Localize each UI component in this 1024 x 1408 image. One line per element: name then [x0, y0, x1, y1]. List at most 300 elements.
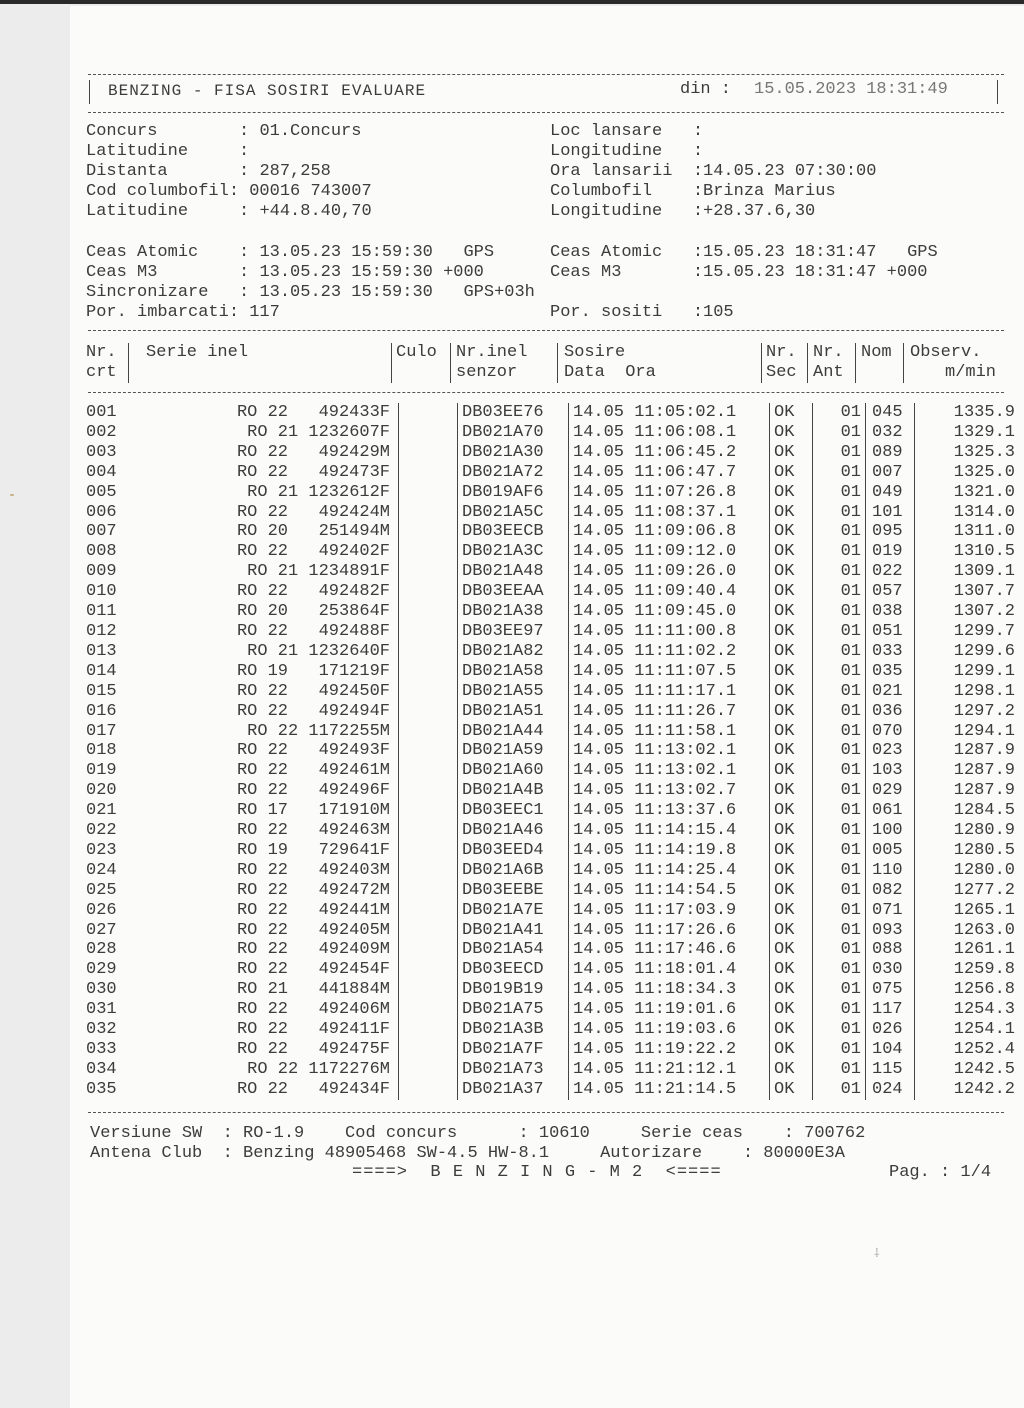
race-info-label: Concurs [86, 122, 240, 141]
antenna-number-cell: 01 [813, 841, 866, 861]
sensor-ring-cell: DB019AF6 [458, 483, 569, 503]
ring-series-cell: RO 22 492494F [134, 702, 399, 722]
table-row [86, 682, 1015, 702]
col-ant-header-1: Nr. [813, 343, 844, 362]
row-number-cell: 004 [86, 462, 117, 482]
footer-line-1: Versiune SW : RO-1.9 Cod concurs : 10610 Serie ceas : 700762 [90, 1124, 866, 1143]
sec-status-cell: OK [770, 921, 813, 941]
ring-color-cell [399, 821, 458, 841]
race-info-line [550, 162, 876, 182]
sensor-ring-cell: DB021A30 [458, 443, 569, 463]
sensor-ring-cell: DB021A55 [458, 682, 569, 702]
arrival-time-cell: 14.05 11:18:34.3 [569, 980, 770, 1000]
header-top-rule [88, 74, 1004, 75]
nom-number-cell: 110 [866, 861, 915, 881]
sensor-ring-cell: DB021A73 [458, 1060, 569, 1080]
table-row [86, 1020, 1015, 1040]
col-culo-header: Culo [396, 343, 437, 362]
antenna-number-cell: 01 [813, 801, 866, 821]
sec-status-cell: OK [770, 1080, 813, 1100]
race-info-separator: : [692, 202, 704, 221]
table-row [86, 801, 1015, 821]
race-info-separator: : [239, 142, 260, 161]
nom-number-cell: 117 [866, 1000, 915, 1020]
row-number-cell: 033 [86, 1040, 117, 1059]
antenna-number-cell: 01 [813, 761, 866, 781]
header-left-bar [89, 80, 90, 104]
clock-info-label: Sincronizare [86, 283, 240, 302]
ring-series-cell: RO 17 171910M [134, 801, 399, 821]
race-info-line [550, 122, 703, 142]
ring-color-cell [399, 642, 458, 662]
velocity-cell: 1242.2 [953, 1079, 1015, 1099]
velocity-cell: 1280.9 [953, 821, 1015, 841]
ring-color-cell [399, 1080, 458, 1100]
ring-series-cell: RO 22 492429M [134, 443, 399, 463]
race-info-separator: : [239, 162, 260, 181]
sensor-ring-cell: DB021A51 [458, 702, 569, 722]
clock-info-value: 15.05.23 18:31:47 GPS [703, 243, 938, 262]
race-info-label: Distanta [86, 162, 240, 181]
columns-bottom-rule [88, 392, 1004, 393]
arrival-time-cell: 14.05 11:21:14.5 [569, 1080, 770, 1100]
velocity-cell: 1287.9 [953, 761, 1015, 781]
nom-number-cell: 103 [866, 761, 915, 781]
arrival-time-cell: 14.05 11:13:02.7 [569, 781, 770, 801]
ring-color-cell [399, 861, 458, 881]
table-row [86, 781, 1015, 801]
row-number-cell: 025 [86, 880, 117, 900]
antenna-number-cell: 01 [813, 682, 866, 702]
race-info-line [550, 202, 815, 222]
race-info-separator: : [692, 162, 704, 181]
race-info-line [550, 142, 703, 162]
velocity-cell: 1254.3 [953, 1000, 1015, 1020]
table-row [86, 503, 1015, 523]
arrival-time-cell: 14.05 11:06:47.7 [569, 463, 770, 483]
antenna-number-cell: 01 [813, 940, 866, 960]
ring-color-cell [399, 841, 458, 861]
race-info-separator: : [692, 122, 704, 141]
nom-number-cell: 024 [866, 1080, 915, 1100]
nom-number-cell: 045 [866, 403, 915, 423]
ring-series-cell: RO 21 1234891F [134, 562, 399, 582]
antenna-number-cell: 01 [813, 483, 866, 503]
sensor-ring-cell: DB021A82 [458, 642, 569, 662]
arrival-time-cell: 14.05 11:09:26.0 [569, 562, 770, 582]
sec-status-cell: OK [770, 582, 813, 602]
row-number-cell: 024 [86, 860, 117, 880]
ring-series-cell: RO 22 492424M [134, 503, 399, 523]
col-sec-header-1: Nr. [766, 343, 797, 362]
nom-number-cell: 029 [866, 781, 915, 801]
ring-color-cell [399, 562, 458, 582]
sec-status-cell: OK [770, 1020, 813, 1040]
row-number-cell: 021 [86, 801, 117, 821]
clock-info-value: 105 [703, 303, 734, 322]
arrival-time-cell: 14.05 11:17:26.6 [569, 921, 770, 941]
nom-number-cell: 093 [866, 921, 915, 941]
sensor-ring-cell: DB03EECB [458, 522, 569, 542]
ring-color-cell [399, 940, 458, 960]
sec-status-cell: OK [770, 781, 813, 801]
sensor-ring-cell: DB021A38 [458, 602, 569, 622]
sec-status-cell: OK [770, 702, 813, 722]
col-serie-header: Serie inel [146, 343, 249, 362]
ring-color-cell [399, 761, 458, 781]
nom-number-cell: 049 [866, 483, 915, 503]
sec-status-cell: OK [770, 940, 813, 960]
ring-series-cell: RO 22 492488F [134, 622, 399, 642]
velocity-cell: 1287.9 [953, 781, 1015, 801]
clock-info-line [86, 303, 280, 323]
clock-info-value: 117 [249, 303, 280, 322]
sensor-ring-cell: DB03EED4 [458, 841, 569, 861]
sensor-ring-cell: DB021A41 [458, 921, 569, 941]
row-number-cell: 002 [86, 422, 117, 442]
ring-color-cell [399, 522, 458, 542]
ring-color-cell [399, 960, 458, 980]
clock-info-label: Por. imbarcati [86, 303, 229, 322]
arrival-time-cell: 14.05 11:05:02.1 [569, 403, 770, 423]
velocity-cell: 1297.2 [953, 701, 1015, 721]
ring-color-cell [399, 702, 458, 722]
nom-number-cell: 075 [866, 980, 915, 1000]
sensor-ring-cell: DB021A58 [458, 662, 569, 682]
header-right-bar [997, 80, 998, 104]
ring-color-cell [399, 881, 458, 901]
race-info-value: 14.05.23 07:30:00 [703, 162, 877, 181]
velocity-cell: 1314.0 [953, 502, 1015, 522]
antenna-number-cell: 01 [813, 642, 866, 662]
velocity-cell: 1299.1 [953, 661, 1015, 681]
nom-number-cell: 023 [866, 741, 915, 761]
velocity-cell: 1310.5 [953, 542, 1015, 562]
scan-top-edge [0, 0, 1024, 4]
nom-number-cell: 019 [866, 542, 915, 562]
race-info-value: 00016 743007 [249, 182, 372, 201]
ring-series-cell: RO 22 492461M [134, 761, 399, 781]
row-number-cell: 019 [86, 761, 117, 781]
columns-top-rule [88, 330, 1004, 331]
table-row [86, 741, 1015, 761]
ring-series-cell: RO 22 492454F [134, 960, 399, 980]
velocity-cell: 1259.8 [953, 960, 1015, 980]
row-number-cell: 031 [86, 1000, 117, 1020]
arrival-time-cell: 14.05 11:06:45.2 [569, 443, 770, 463]
race-info-separator: : [239, 122, 260, 141]
sensor-ring-cell: DB021A4B [458, 781, 569, 801]
sensor-ring-cell: DB021A70 [458, 423, 569, 443]
antenna-number-cell: 01 [813, 542, 866, 562]
col-divider [557, 343, 558, 383]
velocity-cell: 1287.9 [953, 741, 1015, 761]
ring-series-cell: RO 22 492409M [134, 940, 399, 960]
ring-series-cell: RO 22 492493F [134, 741, 399, 761]
row-number-cell: 012 [86, 621, 117, 641]
col-senzor-header-1: Nr.inel [456, 343, 528, 362]
table-row [86, 940, 1015, 960]
ring-color-cell [399, 443, 458, 463]
ring-color-cell [399, 921, 458, 941]
sec-status-cell: OK [770, 881, 813, 901]
row-number-cell: 023 [86, 840, 117, 860]
ring-series-cell: RO 22 492405M [134, 921, 399, 941]
table-row [86, 702, 1015, 722]
ring-series-cell: RO 22 492463M [134, 821, 399, 841]
table-row [86, 722, 1015, 742]
ring-color-cell [399, 801, 458, 821]
col-sec-header-2: Sec [766, 363, 797, 382]
ring-series-cell: RO 22 1172276M [134, 1060, 399, 1080]
arrival-time-cell: 14.05 11:19:03.6 [569, 1020, 770, 1040]
antenna-number-cell: 01 [813, 921, 866, 941]
col-divider [450, 343, 451, 383]
clock-info-value: 13.05.23 15:59:30 +000 [259, 263, 484, 282]
arrival-time-cell: 14.05 11:11:02.2 [569, 642, 770, 662]
nom-number-cell: 033 [866, 642, 915, 662]
race-info-label: Cod columbofil [86, 182, 229, 201]
din-label: din : [680, 80, 732, 99]
ring-color-cell [399, 542, 458, 562]
row-number-cell: 014 [86, 661, 117, 681]
arrivals-table [86, 403, 1015, 1100]
sec-status-cell: OK [770, 622, 813, 642]
table-row [86, 522, 1015, 542]
table-row [86, 1060, 1015, 1080]
sensor-ring-cell: DB03EE97 [458, 622, 569, 642]
arrival-time-cell: 14.05 11:09:12.0 [569, 542, 770, 562]
col-divider [128, 343, 129, 383]
ring-series-cell: RO 22 492434F [134, 1080, 399, 1100]
row-number-cell: 028 [86, 940, 117, 960]
row-number-cell: 011 [86, 602, 117, 622]
row-number-cell: 020 [86, 781, 117, 801]
col-obs-header-2: m/min [945, 363, 997, 382]
clock-info-label: Por. sositi [550, 303, 693, 322]
velocity-cell: 1280.5 [953, 840, 1015, 860]
row-number-cell: 016 [86, 701, 117, 721]
ring-color-cell [399, 602, 458, 622]
benzing-banner: ====> B E N Z I N G - M 2 <==== [352, 1163, 722, 1182]
ring-series-cell: RO 19 171219F [134, 662, 399, 682]
col-divider [807, 343, 808, 383]
sec-status-cell: OK [770, 801, 813, 821]
arrival-time-cell: 14.05 11:19:22.2 [569, 1040, 770, 1060]
printed-timestamp: 15.05.2023 18:31:49 [754, 80, 948, 99]
nom-number-cell: 022 [866, 562, 915, 582]
antenna-number-cell: 01 [813, 522, 866, 542]
row-number-cell: 017 [86, 721, 117, 741]
clock-info-label: Ceas M3 [86, 263, 240, 282]
nom-number-cell: 057 [866, 582, 915, 602]
antenna-number-cell: 01 [813, 702, 866, 722]
antenna-number-cell: 01 [813, 622, 866, 642]
sec-status-cell: OK [770, 821, 813, 841]
table-row [86, 821, 1015, 841]
arrival-time-cell: 14.05 11:14:25.4 [569, 861, 770, 881]
velocity-cell: 1335.9 [953, 403, 1015, 422]
antenna-number-cell: 01 [813, 503, 866, 523]
sensor-ring-cell: DB021A3B [458, 1020, 569, 1040]
race-info-separator: : [692, 182, 704, 201]
table-row [86, 662, 1015, 682]
nom-number-cell: 082 [866, 881, 915, 901]
nom-number-cell: 051 [866, 622, 915, 642]
race-info-label: Columbofil [550, 182, 693, 201]
table-bottom-rule [88, 1112, 1004, 1113]
sensor-ring-cell: DB03EECD [458, 960, 569, 980]
arrival-time-cell: 14.05 11:06:08.1 [569, 423, 770, 443]
arrival-time-cell: 14.05 11:21:12.1 [569, 1060, 770, 1080]
col-senzor-header-2: senzor [456, 363, 518, 382]
clock-info-label [550, 283, 693, 302]
nom-number-cell: 036 [866, 702, 915, 722]
table-row [86, 761, 1015, 781]
nom-number-cell: 115 [866, 1060, 915, 1080]
race-info-line [86, 142, 259, 162]
race-info-separator: : [239, 202, 260, 221]
nom-number-cell: 089 [866, 443, 915, 463]
nom-number-cell: 101 [866, 503, 915, 523]
sensor-ring-cell: DB021A5C [458, 503, 569, 523]
race-info-value: +44.8.40,70 [259, 202, 372, 221]
race-info-label: Loc lansare [550, 122, 693, 141]
ring-series-cell: RO 19 729641F [134, 841, 399, 861]
table-row [86, 1080, 1015, 1100]
arrival-time-cell: 14.05 11:11:58.1 [569, 722, 770, 742]
row-number-cell: 006 [86, 502, 117, 522]
velocity-cell: 1321.0 [953, 482, 1015, 502]
nom-number-cell: 007 [866, 463, 915, 483]
nom-number-cell: 100 [866, 821, 915, 841]
col-obs-header-1: Observ. [910, 343, 982, 362]
arrival-time-cell: 14.05 11:13:02.1 [569, 761, 770, 781]
report-title: BENZING - FISA SOSIRI EVALUARE [108, 82, 427, 100]
row-number-cell: 009 [86, 562, 117, 582]
velocity-cell: 1261.1 [953, 940, 1015, 960]
row-number-cell: 001 [86, 403, 117, 422]
clock-info-separator: : [239, 263, 260, 282]
row-number-cell: 013 [86, 641, 117, 661]
sec-status-cell: OK [770, 602, 813, 622]
antenna-number-cell: 01 [813, 1060, 866, 1080]
row-number-cell: 010 [86, 582, 117, 602]
antenna-number-cell: 01 [813, 821, 866, 841]
nom-number-cell: 021 [866, 682, 915, 702]
sensor-ring-cell: DB021A7F [458, 1040, 569, 1060]
antenna-number-cell: 01 [813, 403, 866, 423]
arrival-time-cell: 14.05 11:13:02.1 [569, 741, 770, 761]
antenna-number-cell: 01 [813, 861, 866, 881]
col-sosire-header-1: Sosire [564, 343, 626, 362]
sec-status-cell: OK [770, 403, 813, 423]
ring-color-cell [399, 901, 458, 921]
sec-status-cell: OK [770, 503, 813, 523]
sensor-ring-cell: DB021A72 [458, 463, 569, 483]
clock-info-separator: : [692, 263, 704, 282]
ring-series-cell: RO 22 492411F [134, 1020, 399, 1040]
sensor-ring-cell: DB021A6B [458, 861, 569, 881]
arrival-time-cell: 14.05 11:17:46.6 [569, 940, 770, 960]
table-row [86, 861, 1015, 881]
scan-speck [10, 494, 14, 496]
race-info-value: 01.Concurs [259, 122, 362, 141]
ring-color-cell [399, 622, 458, 642]
col-divider [761, 343, 762, 383]
col-ant-header-2: Ant [813, 363, 844, 382]
antenna-number-cell: 01 [813, 980, 866, 1000]
arrival-time-cell: 14.05 11:11:07.5 [569, 662, 770, 682]
antenna-number-cell: 01 [813, 1040, 866, 1060]
col-divider [903, 343, 904, 383]
sec-status-cell: OK [770, 722, 813, 742]
nom-number-cell: 035 [866, 662, 915, 682]
clock-info-separator: : [239, 283, 260, 302]
velocity-cell: 1309.1 [953, 562, 1015, 582]
ring-series-cell: RO 22 492403M [134, 861, 399, 881]
nom-number-cell: 088 [866, 940, 915, 960]
sec-status-cell: OK [770, 741, 813, 761]
sec-status-cell: OK [770, 463, 813, 483]
velocity-cell: 1263.0 [953, 920, 1015, 940]
clock-info-separator: : [228, 303, 250, 322]
velocity-cell: 1298.1 [953, 681, 1015, 701]
antenna-number-cell: 01 [813, 562, 866, 582]
arrival-time-cell: 14.05 11:18:01.4 [569, 960, 770, 980]
col-nr-header-1: Nr. [86, 343, 117, 362]
row-number-cell: 003 [86, 442, 117, 462]
row-number-cell: 029 [86, 960, 117, 980]
table-row [86, 881, 1015, 901]
row-number-cell: 026 [86, 900, 117, 920]
sec-status-cell: OK [770, 980, 813, 1000]
antenna-number-cell: 01 [813, 662, 866, 682]
velocity-cell: 1284.5 [953, 801, 1015, 821]
antenna-number-cell: 01 [813, 602, 866, 622]
ring-color-cell [399, 503, 458, 523]
ring-series-cell: RO 22 1172255M [134, 722, 399, 742]
ring-color-cell [399, 1000, 458, 1020]
velocity-cell: 1325.3 [953, 442, 1015, 462]
antenna-number-cell: 01 [813, 1000, 866, 1020]
clock-info-line [86, 243, 494, 263]
row-number-cell: 034 [86, 1059, 117, 1079]
arrival-time-cell: 14.05 11:11:17.1 [569, 682, 770, 702]
arrival-time-cell: 14.05 11:09:06.8 [569, 522, 770, 542]
velocity-cell: 1307.2 [953, 602, 1015, 622]
velocity-cell: 1242.5 [953, 1059, 1015, 1079]
table-row [86, 1000, 1015, 1020]
arrival-time-cell: 14.05 11:07:26.8 [569, 483, 770, 503]
race-info-separator: : [228, 182, 250, 201]
row-number-cell: 032 [86, 1020, 117, 1040]
nom-number-cell: 005 [866, 841, 915, 861]
nom-number-cell: 032 [866, 423, 915, 443]
ring-color-cell [399, 1020, 458, 1040]
arrival-time-cell: 14.05 11:09:40.4 [569, 582, 770, 602]
race-info-line [86, 162, 331, 182]
race-info-label: Ora lansarii [550, 162, 693, 181]
velocity-cell: 1294.1 [953, 721, 1015, 741]
clock-info-separator: : [692, 303, 704, 322]
arrival-time-cell: 14.05 11:14:19.8 [569, 841, 770, 861]
nom-number-cell: 095 [866, 522, 915, 542]
clock-info-value: 13.05.23 15:59:30 GPS+03h [259, 283, 535, 302]
nom-number-cell: 030 [866, 960, 915, 980]
nom-number-cell: 026 [866, 1020, 915, 1040]
table-row [86, 483, 1015, 503]
